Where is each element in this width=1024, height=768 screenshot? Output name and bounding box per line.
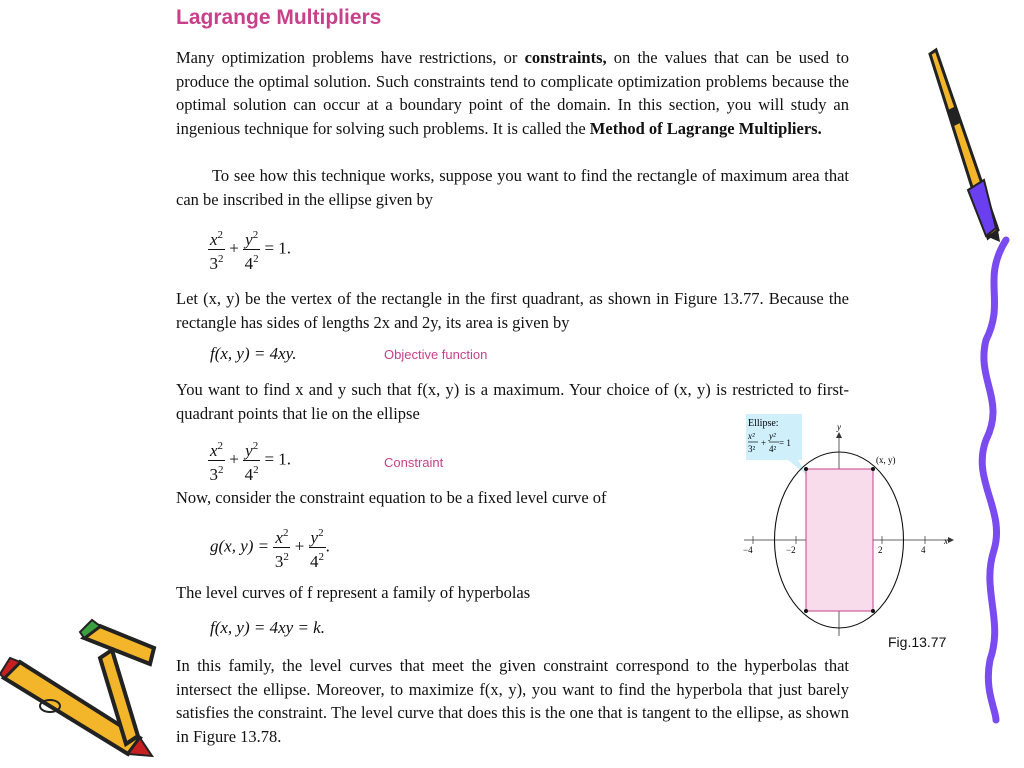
figure-caption: Fig.13.77 <box>888 634 947 650</box>
pencil-decoration-top <box>928 50 1008 250</box>
objective-equation: f(x, y) = 4xy. <box>210 344 297 363</box>
constraint-label: Constraint <box>384 455 444 470</box>
paragraph-level-curve: Now, consider the constraint equation to be a fixed level curve of <box>176 488 607 507</box>
x-axis-label: x <box>944 536 948 546</box>
paragraph-intro <box>176 46 849 140</box>
svg-text:3²: 3² <box>748 444 756 454</box>
paragraph-vertex: Let (x, y) be the vertex of the rectangle in the first quadrant, as shown in Figure 13.77. Because the rectangle has sides of lengths 2x and 2y, its area is given by <box>176 289 849 332</box>
paragraph-maximize: You want to find x and y such that f(x, y) is a maximum. Your choice of (x, y) is restricted to first-quadrant points that lie on the ellipse <box>176 380 849 423</box>
equation-tail: = 1. <box>260 449 292 469</box>
hyperbola-equation: f(x, y) = 4xy = k. <box>210 618 325 637</box>
objective-label: Objective function <box>384 347 488 362</box>
equation-tail: = 1. <box>260 238 292 258</box>
bold-term: Method of Lagrange Multipliers. <box>589 118 822 138</box>
constraint-equation: $\frac{x^2}{3^2}$ + $\frac{y^2}{4^2}$ = 1. <box>208 437 291 484</box>
paragraph-hyperbolas: The level curves of f represent a family of hyperbolas <box>176 583 531 602</box>
callout-eq-tail: = 1 <box>779 438 791 448</box>
x-tick-label: −4 <box>743 545 753 555</box>
vertex-label: (x, y) <box>876 455 896 465</box>
svg-text:+: + <box>761 438 767 448</box>
x-tick-label: 4 <box>921 545 926 555</box>
text-run: Many optimization problems have restrictions, or <box>176 48 525 67</box>
paragraph-setup: To see how this technique works, suppose you want to find the rectangle of maximum area that can be inscribed in the ellipse given by <box>176 166 849 209</box>
y-axis-label: y <box>837 422 841 432</box>
svg-text:x²: x² <box>748 431 755 441</box>
page-title: Lagrange Multipliers <box>176 6 382 29</box>
inscribed-rectangle <box>806 469 873 611</box>
squiggle-decoration <box>976 240 1016 720</box>
pencil-decoration-bottom <box>0 618 160 758</box>
ellipse-equation: $\frac{x^2}{3^2}$ + $\frac{y^2}{4^2}$ = 1. <box>208 226 291 273</box>
callout-title: Ellipse: <box>748 418 779 429</box>
figure-ellipse-rectangle <box>738 412 958 642</box>
x-tick-label: 2 <box>878 545 883 555</box>
x-tick-label: −2 <box>786 545 796 555</box>
svg-text:4²: 4² <box>769 444 777 454</box>
text-run: on the values that can be used to produce the optimal solution. Such constraints tend to complicate optimization problems because the optimal solution can occur at a boundary point of the domain. In this section, you will study an ingenious technique for solving such problems. It is called the <box>176 48 850 138</box>
paragraph-tangent: In this family, the level curves that meet the given constraint correspond to the hyperbolas that intersect the ellipse. Moreover, to maximize f(x, y), you want to find the hyperbola that just barely satisfies the constraint. The level curve that does this is the one that is tangent to the ellipse, as shown in Figure 13.78. <box>176 656 849 746</box>
svg-text:y²: y² <box>769 431 776 441</box>
g-lhs: g(x, y) = <box>210 536 274 556</box>
bold-term: constraints, <box>524 48 607 67</box>
g-equation: g(x, y) = $\frac{x^2}{3^2}$ + $\frac{y^2}{4^2}$ . <box>210 524 330 571</box>
